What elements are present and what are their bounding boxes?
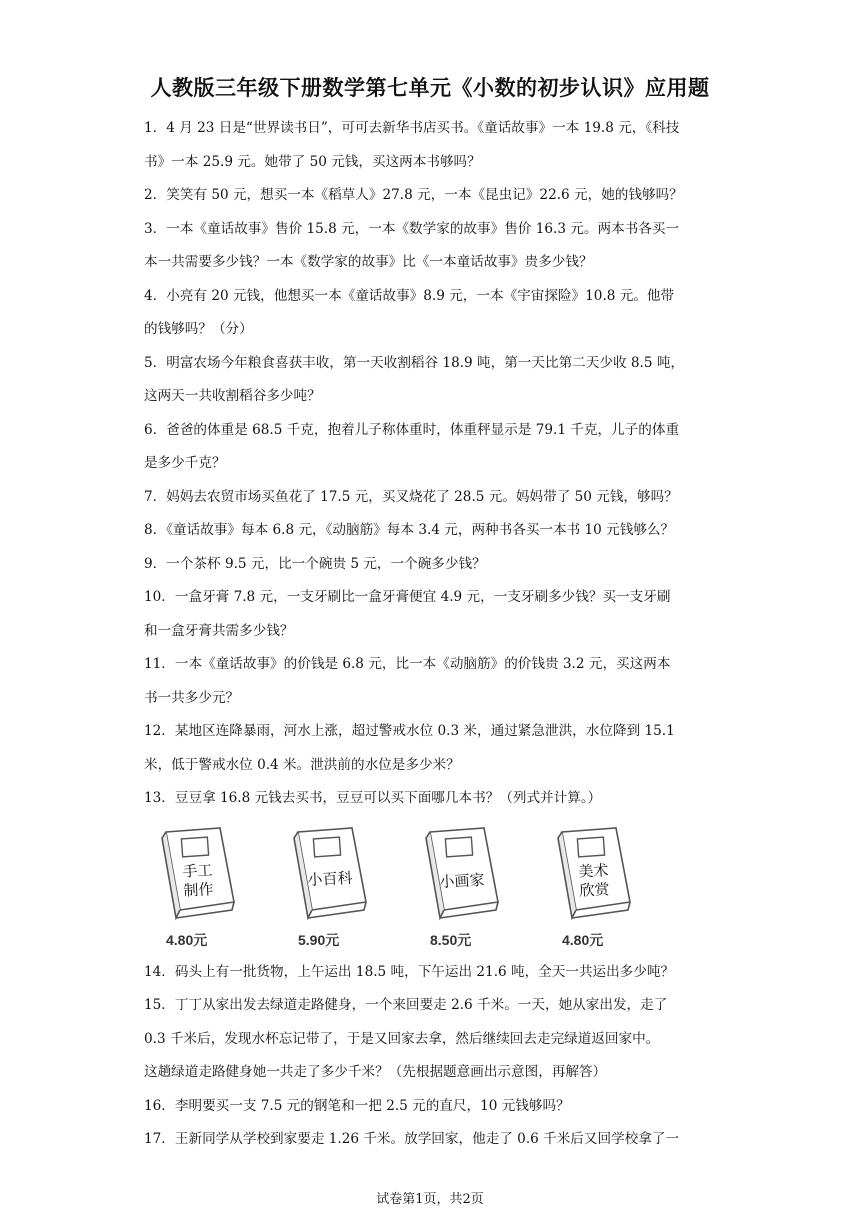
questions-part-2	[144, 956, 720, 1157]
book-price: 4.80元	[166, 931, 208, 948]
question-line: 17．王新同学从学校到家要走 1.26 千米。放学回家，他走了 0.6 千米后又回学校拿了一	[144, 1131, 680, 1147]
question-line: 的钱够吗？（分）	[144, 321, 253, 337]
question-line: 14．码头上有一批货物，上午运出 18.5 吨，下午运出 21.6 吨，全天一共运出多少吨？	[144, 963, 675, 980]
question-line: 10．一盒牙膏 7.8 元，一支牙刷比一盒牙膏便宜 4.9 元，一支牙刷多少钱？买一支牙刷	[144, 589, 671, 605]
question-line: 12．某地区连降暴雨，河水上涨，超过警戒水位 0.3 米，通过紧急泄洪，水位降到 15.1	[144, 723, 675, 739]
question-line: 书一共多少元？	[144, 689, 240, 706]
question-line: 4．小亮有 20 元钱，他想买一本《童话故事》8.9 元，一本《宇宙探险》10.8 元。他带	[144, 287, 675, 304]
question-list	[144, 112, 720, 1157]
question-line: 和一盒牙膏共需多少钱？	[144, 622, 294, 639]
book-illustrations	[144, 818, 720, 954]
question-line: 1．4 月 23 日是“世界读书日”，可可去新华书店买书。《童话故事》一本 19.8 元，《科技	[144, 120, 680, 136]
book-item	[290, 824, 380, 952]
question-line: 13．豆豆拿 16.8 元钱去买书，豆豆可以买下面哪几本书？（列式并计算。）	[144, 790, 602, 806]
book-item	[158, 824, 248, 952]
question-line: 8．《童话故事》每本 6.8 元，《动脑筋》每本 3.4 元，两种书各买一本书 10 元钱够么？	[144, 522, 675, 538]
book-item	[422, 824, 512, 952]
question-line: 0.3 千米后，发现水杯忘记带了，于是又回家去拿，然后继续回去走完绿道返回家中。	[144, 1030, 660, 1047]
book-price: 5.90元	[298, 931, 340, 948]
page-footer: 试卷第1页，共2页	[376, 1192, 484, 1207]
question-line: 5．明富农场今年粮食喜获丰收，第一天收割稻谷 18.9 吨，第一天比第二天少收 8.5 吨，	[144, 354, 685, 371]
question-line: 11．一本《童话故事》的价钱是 6.8 元，比一本《动脑筋》的价钱贵 3.2 元，买这两本	[144, 656, 671, 672]
question-line: 2．笑笑有 50 元，想买一本《稻草人》27.8 元，一本《昆虫记》22.6 元，她的钱够吗？	[144, 187, 683, 203]
question-line: 是多少千克？	[144, 455, 226, 471]
question-line: 6．爸爸的体重是 68.5 千克，抱着儿子称体重时，体重秤显示是 79.1 千克，儿子的体重	[144, 421, 680, 438]
question-line: 16．李明要买一支 7.5 元的钢笔和一把 2.5 元的直尺，10 元钱够吗？	[144, 1097, 570, 1114]
question-line: 15．丁丁从家出发去绿道走路健身，一个来回要走 2.6 千米。一天，她从家出发，走了	[144, 997, 668, 1013]
book-title: 小百科	[307, 868, 353, 889]
questions-part-1	[144, 112, 720, 816]
page-title: 人教版三年级下册数学第七单元《小数的初步认识》应用题	[150, 76, 710, 100]
book-title: 手工 制作	[182, 860, 214, 900]
question-line: 本一共需要多少钱？一本《数学家的故事》比《一本童话故事》贵多少钱？	[144, 254, 593, 270]
question-line: 9．一个茶杯 9.5 元，比一个碗贵 5 元，一个碗多少钱？	[144, 555, 486, 572]
book-title: 小画家	[439, 870, 485, 891]
book-price: 8.50元	[430, 931, 472, 948]
question-line: 这两天一共收割稻谷多少吨？	[144, 388, 321, 404]
question-line: 米，低于警戒水位 0.4 米。泄洪前的水位是多少米？	[144, 756, 460, 773]
book-price: 4.80元	[562, 931, 604, 948]
question-line: 3．一本《童话故事》售价 15.8 元，一本《数学家的故事》售价 16.3 元。两本书各买一	[144, 220, 680, 237]
question-line: 书》一本 25.9 元。她带了 50 元钱，买这两本书够吗？	[144, 153, 481, 170]
question-line: 7．妈妈去农贸市场买鱼花了 17.5 元，买叉烧花了 28.5 元。妈妈带了 50 元钱，够吗？	[144, 488, 678, 505]
question-line: 这趟绿道走路健身她一共走了多少千米？（先根据题意画出示意图，再解答）	[144, 1064, 607, 1080]
book-title: 美术 欣赏	[578, 860, 610, 900]
book-item	[554, 824, 644, 952]
